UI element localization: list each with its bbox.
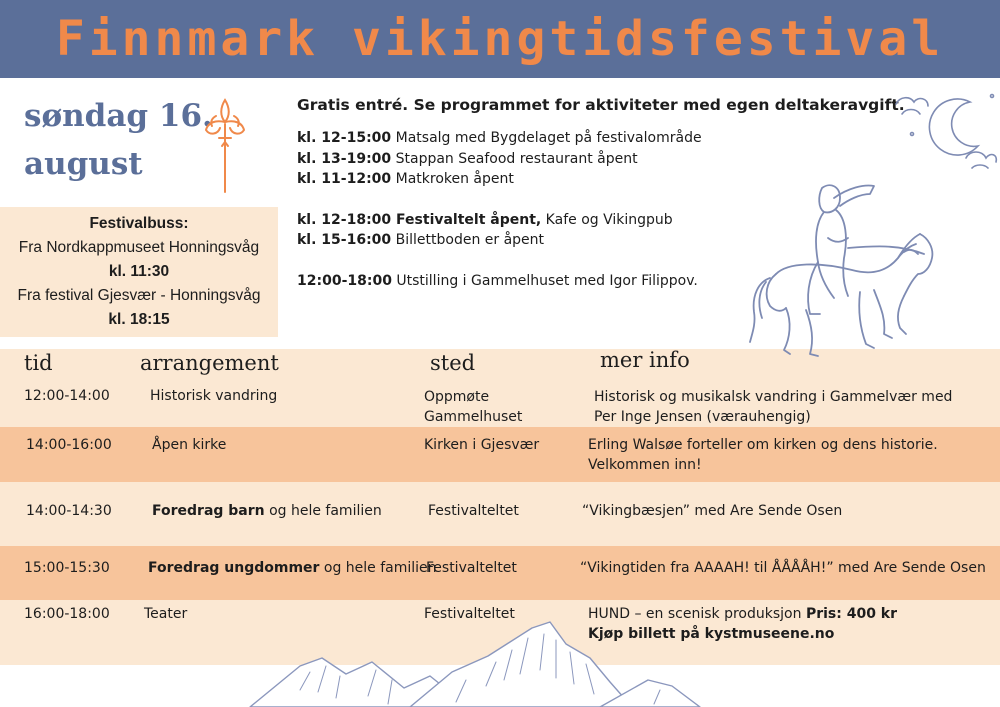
row-sted: Oppmøte [424, 389, 490, 405]
row-info: “Vikingtiden fra AAAAH! til ÅÅÅÅH!” med Are Sende Osen [580, 560, 986, 576]
row-info: Erling Walsøe forteller om kirken og dens historie. [588, 437, 938, 453]
row-info-text: HUND – en scenisk produksjon [588, 606, 806, 622]
info-text: Kafe og Vikingpub [541, 211, 673, 228]
row-arrangement: Teater [144, 606, 188, 622]
header-tid: tid [24, 351, 53, 375]
row-sted: Festivalteltet [428, 503, 519, 519]
bus-route-1: Fra Nordkappmuseet Honningsvåg [18, 239, 260, 256]
row-info: Kjøp billett på kystmuseene.no [588, 626, 835, 642]
date-line-1: søndag 16. [24, 98, 213, 134]
row-arrangement-text: og hele familien [319, 560, 437, 576]
header-mer-info: mer info [600, 348, 690, 372]
row-sted: Kirken i Gjesvær [424, 437, 540, 453]
row-sted: Gammelhuset [424, 409, 523, 425]
row-info: Per Inge Jensen (værauhengig) [594, 409, 811, 425]
info-text: Matkroken åpent [391, 171, 514, 187]
row-info: Historisk og musikalsk vandring i Gammelvær med [594, 389, 953, 405]
row-arrangement-bold: Foredrag ungdommer [148, 560, 320, 576]
mountains-icon [0, 600, 1000, 707]
festival-date [24, 92, 213, 188]
info-line [297, 128, 917, 149]
festival-bus-box [0, 207, 278, 337]
info-time: kl. 11-12:00 [297, 171, 392, 187]
info-heading: Gratis entré. Se programmet for aktiviteter med egen deltakeravgift. [297, 96, 905, 114]
info-text: Matsalg med Bygdelaget på festivalområde [391, 130, 702, 146]
viking-horseman-icon [748, 178, 940, 368]
info-time: kl. 13-19:00 [297, 150, 392, 167]
row-tid: 14:00-14:30 [26, 503, 112, 519]
moon-cloud-icon [892, 80, 998, 180]
header-arrangement: arrangement [140, 351, 279, 375]
info-line [297, 149, 917, 170]
info-time: 12:00-18:00 [297, 272, 392, 289]
row-tid: 14:00-16:00 [26, 437, 112, 453]
info-text: Utstilling i Gammelhuset med Igor Filippov. [391, 272, 698, 289]
bus-heading: Festivalbuss: [89, 215, 189, 232]
row-arrangement-bold: Foredrag barn [152, 503, 265, 519]
row-sted: Festivalteltet [426, 560, 517, 576]
row-tid: 12:00-14:00 [24, 388, 110, 404]
row-arrangement-text: og hele familien [264, 503, 382, 519]
row-arrangement: Historisk vandring [150, 388, 278, 404]
bus-time-1: kl. 11:30 [108, 263, 170, 280]
lily-ornament-icon [202, 96, 248, 198]
row-arrangement [148, 558, 437, 578]
row-arrangement [152, 501, 382, 521]
info-text: Stappan Seafood restaurant åpent [391, 150, 638, 167]
row-sted: Festivalteltet [424, 606, 515, 622]
info-text-bold: Festivaltelt åpent, [391, 211, 542, 228]
row-info: “Vikingbæsjen” med Are Sende Osen [582, 503, 843, 519]
row-info: Velkommen inn! [588, 457, 702, 473]
header-sted: sted [430, 351, 476, 375]
row-arrangement: Åpen kirke [152, 437, 227, 453]
info-time: kl. 15-16:00 [297, 232, 392, 248]
info-time: kl. 12-18:00 [297, 211, 392, 228]
page-title: Finnmark vikingtidsfestival [55, 11, 945, 67]
bus-route-2: Fra festival Gjesvær - Honningsvåg [17, 287, 261, 304]
date-line-2: august [24, 146, 143, 182]
row-info-price: Pris: 400 kr [805, 606, 898, 622]
row-tid: 16:00-18:00 [24, 606, 110, 622]
info-text: Billettboden er åpent [391, 232, 545, 248]
info-time: kl. 12-15:00 [297, 130, 392, 146]
row-tid: 15:00-15:30 [24, 560, 110, 576]
bus-time-2: kl. 18:15 [108, 311, 170, 328]
